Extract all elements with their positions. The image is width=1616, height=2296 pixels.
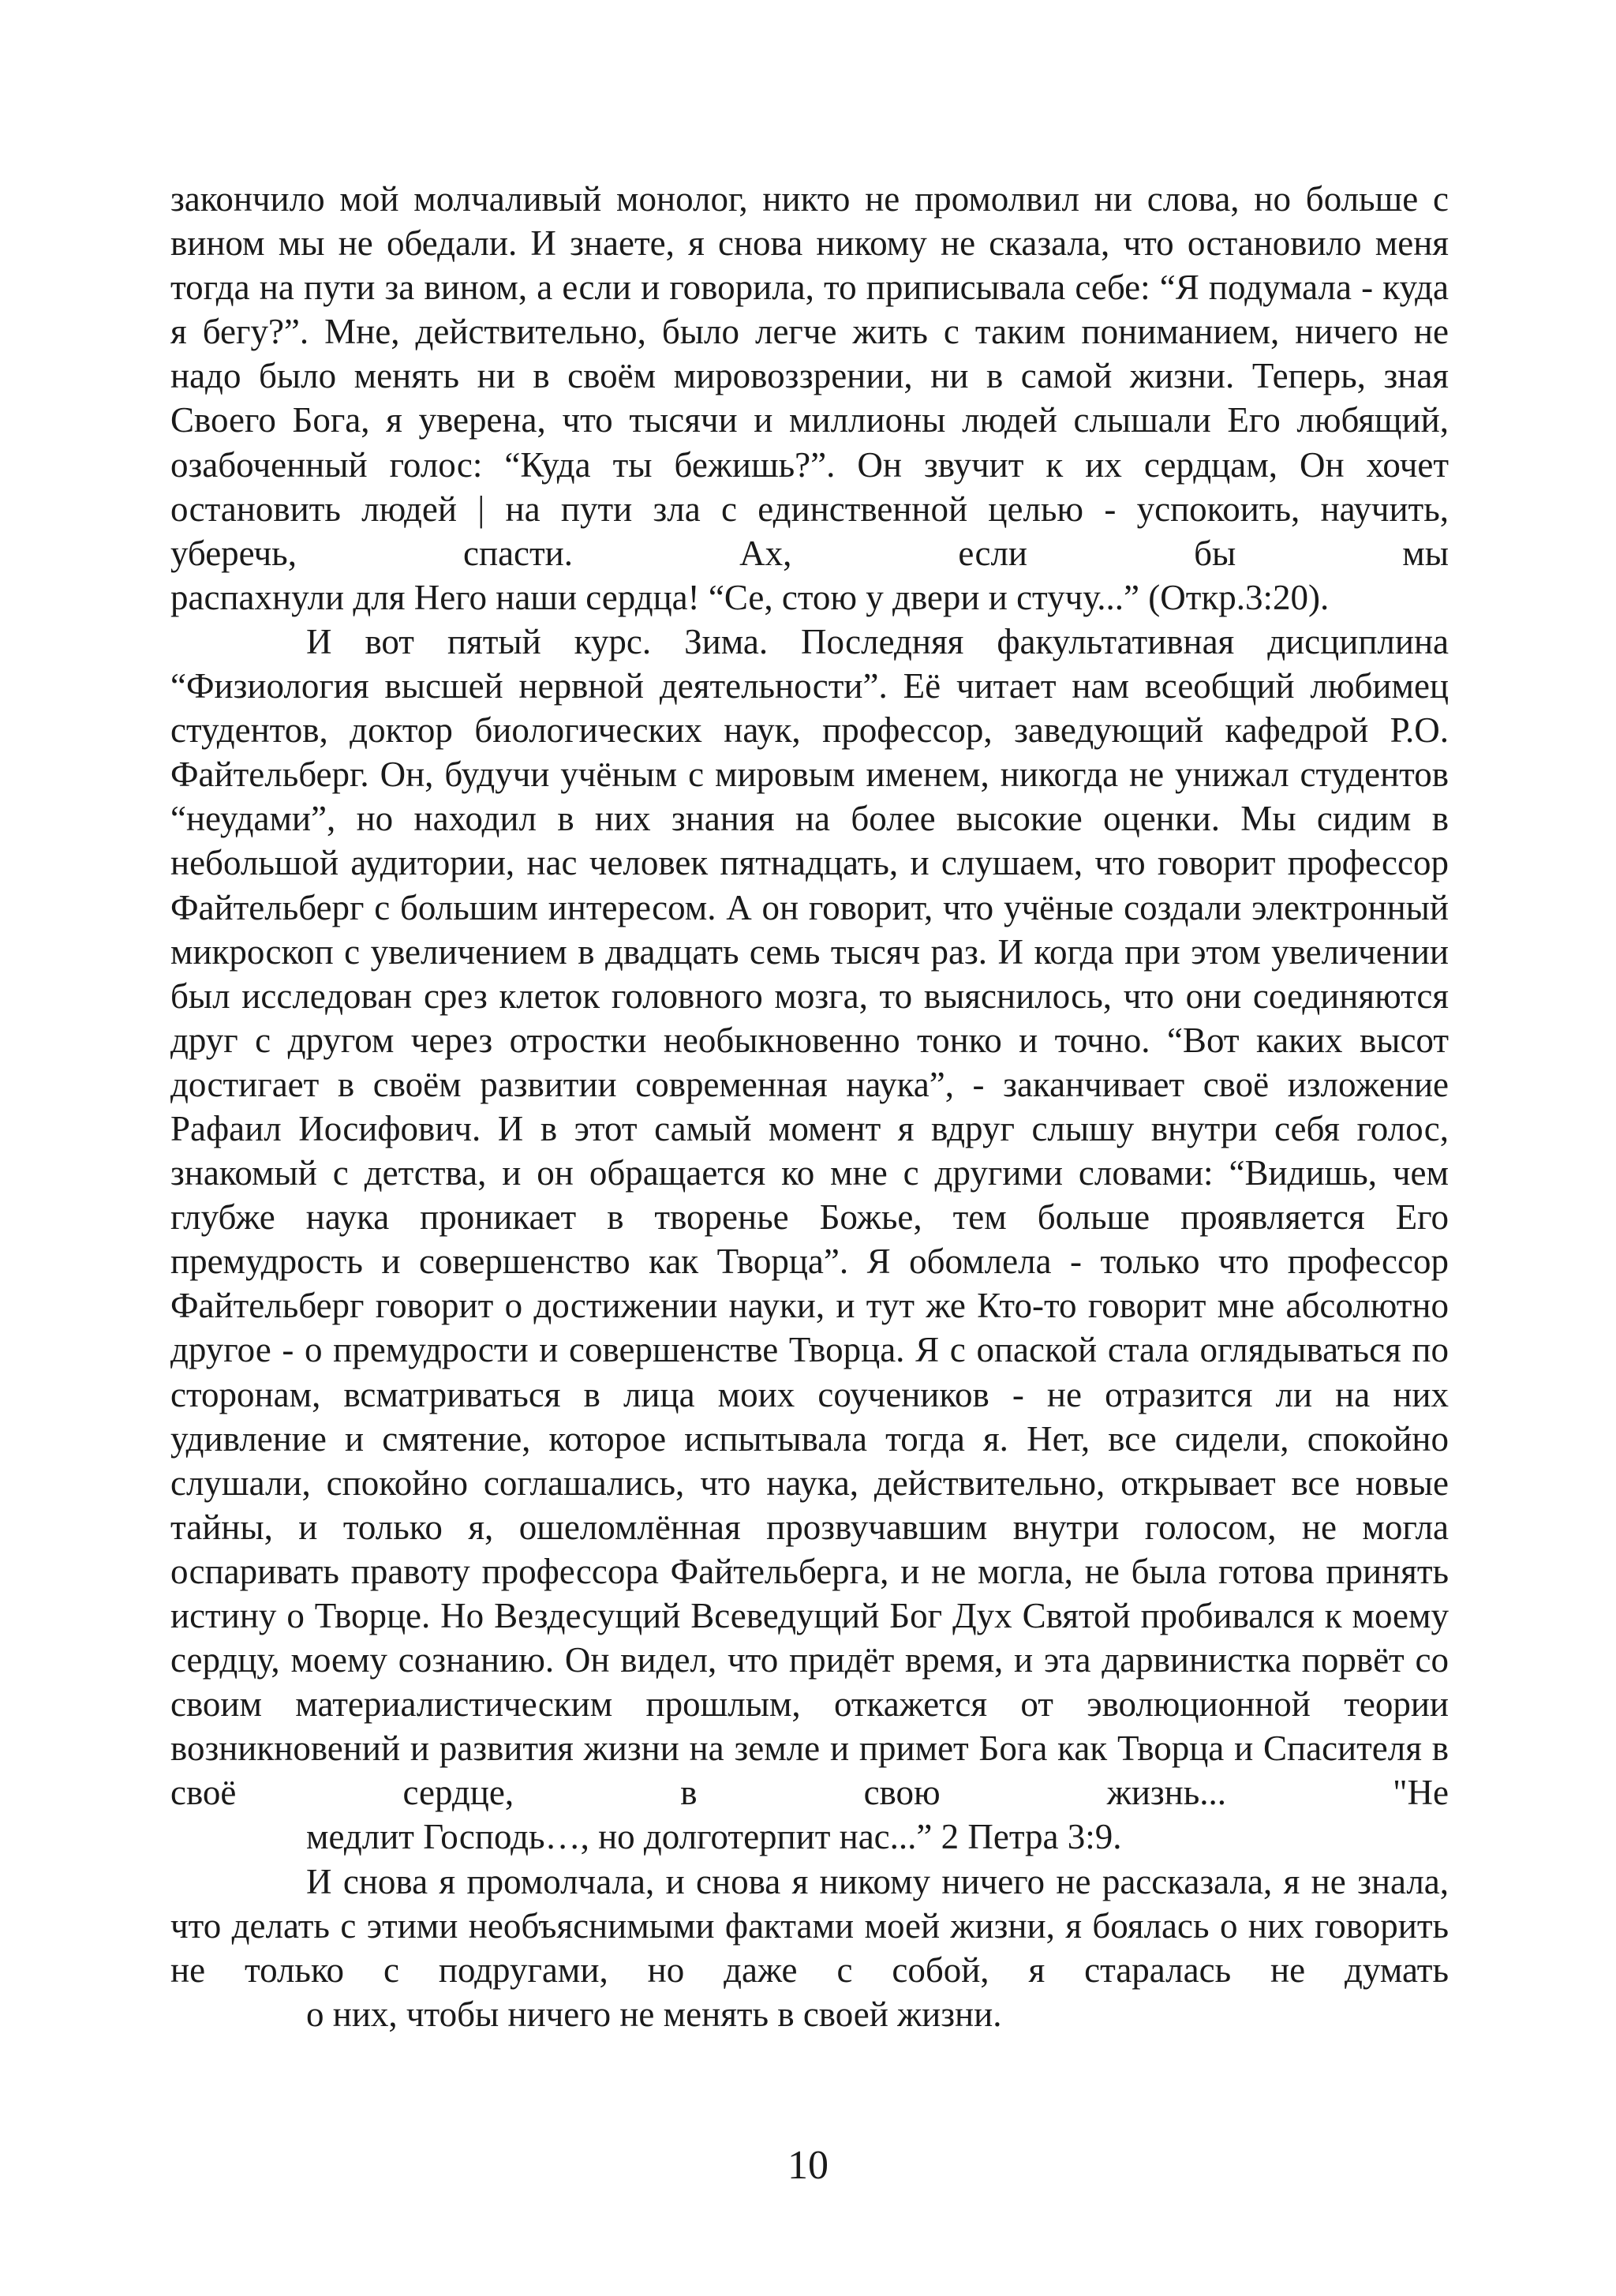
text-line: говорит мне абсолютно другое - о премудрости и совершенстве Творца. Я с bbox=[170, 1286, 1449, 1370]
text-line: распахнули для Него наши сердца! “Се, стою у двери и стучу...” (Откр.3:20). bbox=[170, 577, 1330, 617]
paragraph-container bbox=[170, 177, 1449, 2036]
body-text bbox=[170, 177, 1449, 2036]
text-line: от эволюционной теории возникновений и развития жизни на земле и bbox=[170, 1684, 1449, 1769]
page-number: 10 bbox=[787, 2143, 829, 2188]
text-line: говорит, что учёные создали электронный микроскоп с увеличением в bbox=[170, 887, 1450, 972]
text-line: кафедрой Р.О. Файтельберг. Он, будучи учёным с мировым именем, никогда bbox=[170, 710, 1449, 795]
text-line: о них, чтобы ничего не менять в своей жизни. bbox=[306, 1994, 1002, 2034]
text-line: примет Бога как Творца и Спасителя в своё сердце, в свою жизнь... "Не bbox=[170, 1729, 1450, 1813]
text-line: И снова я промолчала, и снова я никому ничего не рассказала, я не bbox=[306, 1861, 1346, 1901]
text-line: знала, что делать с этими необъяснимыми фактами моей жизни, я боялась о bbox=[170, 1861, 1449, 1946]
text-line: испытывала тогда я. Нет, все сидели, спокойно слушали, спокойно bbox=[170, 1418, 1449, 1503]
text-line: профессор Файтельберг говорит о достижении науки, и тут же Кто-то bbox=[170, 1242, 1449, 1326]
paragraph bbox=[170, 1860, 1449, 2036]
text-line: премудрость и совершенство как Творца”. Я обомлела - только что bbox=[170, 1242, 1270, 1282]
text-line: слушаем, что говорит профессор Файтельберг с большим интересом. А он bbox=[170, 843, 1449, 927]
text-line: оценки. Мы сидим в небольшой аудитории, нас человек пятнадцать, и bbox=[170, 799, 1449, 883]
text-line: миллионы людей слышали Его любящий, озабоченный голос: “Куда ты bbox=[170, 400, 1449, 485]
text-line: закончило мой молчаливый монолог, никто не промолвил ни слова, но bbox=[170, 179, 1291, 219]
text-line: эта дарвинистка порвёт со своим материалистическим прошлым, откажется bbox=[170, 1640, 1449, 1725]
text-line: любимец студентов, доктор биологических наук, профессор, заведующий bbox=[170, 666, 1450, 751]
paragraph bbox=[170, 177, 1449, 620]
text-line: через отростки необыкновенно тонко и точно. “Вот каких высот достигает в bbox=[170, 1020, 1449, 1104]
text-line: них говорить не только с подругами, но даже с собой, я старалась не думать bbox=[170, 1905, 1450, 1990]
text-line: только я, ошеломлённая прозвучавшим внутри голосом, не могла bbox=[342, 1507, 1449, 1547]
text-line: таким пониманием, ничего не надо было менять ни в своём мировоззрении, bbox=[170, 312, 1449, 396]
text-line: клеток головного мозга, то выяснилось, что они соединяются друг с другом bbox=[170, 976, 1450, 1060]
paragraph bbox=[170, 620, 1449, 1860]
text-line: соглашались, что наука, действительно, открывает все новые тайны, и bbox=[170, 1463, 1449, 1547]
text-line: оспаривать правоту профессора Файтельберга, и не могла, не была готова bbox=[170, 1551, 1315, 1591]
text-line: опаской стала оглядываться по сторонам, всматриваться в лица моих bbox=[170, 1330, 1450, 1414]
text-line: пробивался к моему сердцу, моему сознанию. Он видел, что придёт время, и bbox=[170, 1596, 1449, 1680]
text-line: остановило меня тогда на пути за вином, а если и говорила, то приписывала bbox=[170, 223, 1449, 308]
text-line: “Физиология высшей нервной деятельности”. Её читает нам всеобщий bbox=[170, 666, 1295, 706]
text-line: соучеников - не отразится ли на них удивление и смятение, которое bbox=[170, 1374, 1450, 1459]
text-line: больше с вином мы не обедали. И знаете, я снова никому не сказала, что bbox=[170, 179, 1449, 264]
text-line: Иосифович. И в этот самый момент я вдруг слышу внутри себя голос, bbox=[298, 1108, 1450, 1148]
text-line: своём развитии современная наука”, - заканчивает своё изложение Рафаил bbox=[170, 1064, 1449, 1148]
text-line: И вот пятый курс. Зима. Последняя факультативная дисциплина bbox=[306, 621, 1449, 661]
text-line: принять истину о Творце. Но Вездесущий Всеведущий Бог Дух Святой bbox=[170, 1551, 1450, 1635]
text-line: не унижал студентов “неудами”, но находил в них знания на более высокие bbox=[170, 755, 1450, 839]
text-line: знакомый с детства, и он обращается ко мне с другими словами: “Видишь, bbox=[170, 1153, 1377, 1193]
text-line: ни в самой жизни. Теперь, зная Своего Бога, я уверена, что тысячи и bbox=[170, 356, 1449, 440]
text-line: чем глубже наука проникает в творенье Божье, тем больше проявляется Его bbox=[170, 1153, 1449, 1238]
text-line: двадцать семь тысяч раз. И когда при этом увеличении был исследован срез bbox=[170, 931, 1450, 1016]
text-line: медлит Господь…, но долготерпит нас...” 2 Петра 3:9. bbox=[306, 1817, 1122, 1857]
text-line: себе: “Я подумала - куда я бегу?”. Мне, действительно, было легче жить с bbox=[170, 268, 1449, 352]
text-line: с единственной целью - успокоить, научить, уберечь, спасти. Ах, если бы мы bbox=[170, 489, 1449, 573]
text-line: бежишь?”. Он звучит к их сердцам, Он хочет остановить людей | на пути зла bbox=[170, 444, 1449, 529]
